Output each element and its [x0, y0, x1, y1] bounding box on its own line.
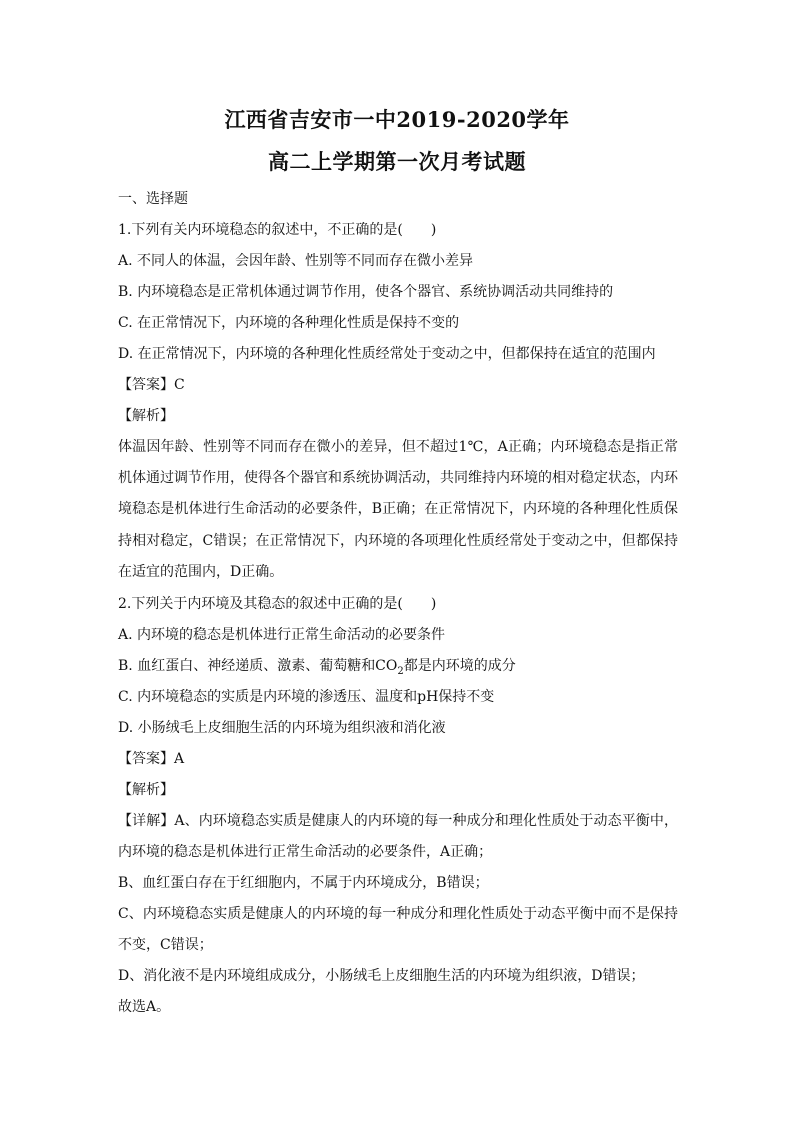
- document-title-line-2: 高二上学期第一次月考试题: [268, 149, 526, 174]
- question-2-analysis-label: 【解析】: [118, 782, 174, 798]
- question-1-answer: 【答案】C: [118, 377, 185, 393]
- question-2-option-d: D. 小肠绒毛上皮细胞生活的内环境为组织液和消化液: [118, 720, 446, 736]
- question-1-analysis-label: 【解析】: [118, 408, 174, 424]
- question-2-stem: 2.下列关于内环境及其稳态的叙述中正确的是( ): [118, 596, 437, 612]
- question-2-detail-a: 【详解】A、内环境稳态实质是健康人的内环境的每一种成分和理化性质处于动态平衡中，内环境的稳态是机体进行正常生命活动的必要条件，A正确；: [118, 813, 678, 861]
- question-2-option-b-suffix: 都是内环境的成分: [403, 658, 516, 674]
- section-heading: 一、选择题: [118, 191, 188, 207]
- question-2-conclusion: 故选A。: [118, 999, 171, 1015]
- question-2-option-c: C. 内环境稳态的实质是内环境的渗透压、温度和pH保持不变: [118, 689, 495, 705]
- question-2-option-b-subscript: 2: [397, 665, 404, 677]
- question-2-option-b: [118, 656, 516, 676]
- question-1-option-b: B. 内环境稳态是正常机体通过调节作用，使各个器官、系统协调活动共同维持的: [118, 284, 614, 300]
- question-2-detail-d: D、消化液不是内环境组成成分，小肠绒毛上皮细胞生活的内环境为组织液，D错误；: [118, 968, 645, 984]
- question-2-detail-c: C、内环境稳态实质是健康人的内环境的每一种成分和理化性质处于动态平衡中而不是保持不变，C错误；: [118, 906, 678, 954]
- question-2-answer: 【答案】A: [118, 751, 185, 767]
- document-title-line-1: 江西省吉安市一中2019-2020学年: [224, 107, 570, 132]
- question-2-option-a: A. 内环境的稳态是机体进行正常生命活动的必要条件: [118, 627, 446, 643]
- question-1-stem: 1.下列有关内环境稳态的叙述中，不正确的是( ): [118, 222, 437, 238]
- question-1-option-a: A. 不同人的体温，会因年龄、性别等不同而存在微小差异: [118, 253, 474, 269]
- question-2-option-b-text: B. 血红蛋白、神经递质、激素、葡萄糖和CO: [118, 658, 398, 674]
- question-1-option-d: D. 在正常情况下，内环境的各种理化性质经常处于变动之中，但都保持在适宜的范围内: [118, 346, 656, 362]
- question-1-analysis: 体温因年龄、性别等不同而存在微小的差异，但不超过1℃，A正确；内环境稳态是指正常机体通过调节作用，使得各个器官和系统协调活动，共同维持内环境的相对稳定状态，内环境稳态是机体进行生命活动的必要条件，B正确；在正常情况下，内环境的各种理化性质保持相对稳定，C错误；在正常情况下，内环境的各项理化性质经常处于变动之中，但都保持在适宜的范围内，D正确。: [118, 439, 678, 580]
- question-1-option-c: C. 在正常情况下，内环境的各种理化性质是保持不变的: [118, 315, 460, 331]
- question-2-detail-b: B、血红蛋白存在于红细胞内，不属于内环境成分，B错误；: [118, 875, 489, 891]
